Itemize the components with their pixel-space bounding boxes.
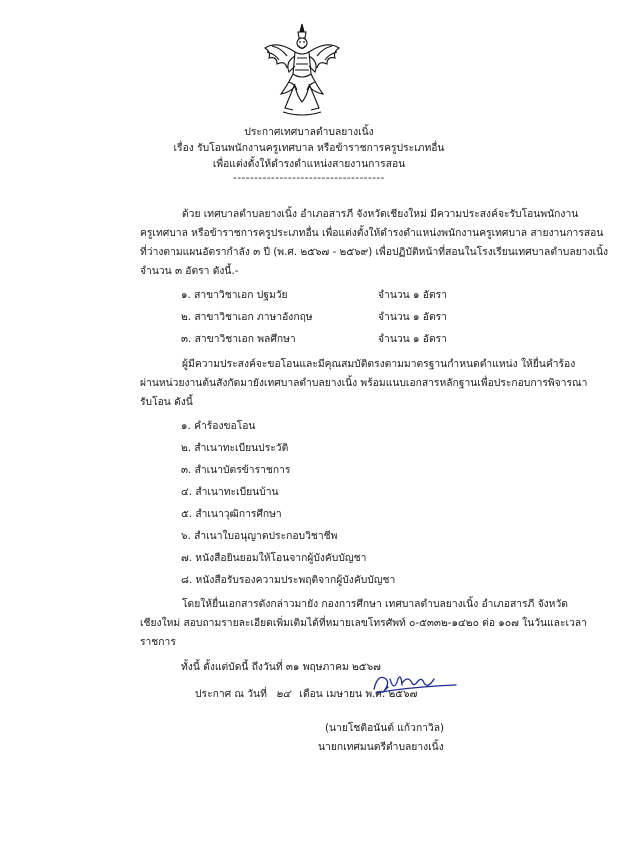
application-line-1: ผู้มีความประสงค์จะขอโอนและมีคุณสมบัติตรงตามมาตรฐานกำหนดตำแหน่ง ให้ยื่นคำร้อง <box>182 358 576 370</box>
document-item: ๑. คำร้องขอโอน <box>181 420 256 432</box>
announcement-period: ทั้งนี้ ตั้งแต่บัดนี้ ถึงวันที่ ๓๑ พฤษภาคม ๒๕๖๗ <box>181 661 381 673</box>
submission-line-3: ราชการ <box>140 636 176 648</box>
signer-title: นายกเทศมนตรีตำบลยางเนิ้ง <box>318 741 444 753</box>
position-count: จำนวน ๑ อัตรา <box>378 311 447 323</box>
position-major: ๒. สาขาวิชาเอก ภาษาอังกฤษ <box>181 311 313 323</box>
date-month-year: เดือน เมษายน พ.ศ. ๒๕๖๗ <box>299 688 418 700</box>
intro-line-4: จำนวน ๓ อัตรา ดังนี้.- <box>140 265 239 277</box>
announcement-title: ประกาศเทศบาลตำบลยางเนิ้ง <box>244 126 374 138</box>
signer-name: (นายโชติอนันต์ แก้วกาวิล) <box>325 722 445 734</box>
document-item: ๘. หนังสือรับรองความประพฤติจากผู้บังคับบัญชา <box>181 574 396 586</box>
application-line-3: รับโอน ดังนี้ <box>140 396 193 408</box>
intro-line-3: ที่ว่างตามแผนอัตรากำลัง ๓ ปี (พ.ศ. ๒๕๖๗ - ๒๕๖๙) เพื่อปฏิบัติหน้าที่สอนในโรงเรียนเทศบาลตำบลยางเนิ้ง <box>140 246 609 258</box>
signature-icon <box>368 665 458 701</box>
submission-line-1: โดยให้ยื่นเอกสารดังกล่าวมายัง กองการศึกษา เทศบาลตำบลยางเนิ้ง อำเภอสารภี จังหวัด <box>182 598 568 610</box>
application-line-2: ผ่านหน่วยงานต้นสังกัดมายังเทศบาลตำบลยางเนิ้ง พร้อมแนบเอกสารหลักฐานเพื่อประกอบการพิจารณา <box>140 377 588 389</box>
submission-line-2: เชียงใหม่ สอบถามรายละเอียดเพิ่มเติมได้ที่หมายเลขโทรศัพท์ ๐-๕๓๓๒-๑๔๒๐ ต่อ ๑๐๗ ในวันและเวลา <box>140 617 587 629</box>
announcement-subject: เรื่อง รับโอนพนักงานครูเทศบาล หรือข้าราชการครูประเภทอื่น <box>173 142 445 154</box>
date-day: ๒๔ <box>275 688 291 700</box>
document-item: ๒. สำเนาทะเบียนประวัติ <box>181 442 289 454</box>
intro-line-2: ครูเทศบาล หรือข้าราชการครูประเภทอื่น เพื่อแต่งตั้งให้ดำรงตำแหน่งพนักงานครูเทศบาล สายงานการสอน <box>140 227 604 239</box>
garuda-emblem-icon <box>259 22 345 118</box>
date-prefix: ประกาศ ณ วันที่ <box>195 688 267 700</box>
position-count: จำนวน ๑ อัตรา <box>378 289 447 301</box>
document-item: ๗. หนังสือยินยอมให้โอนจากผู้บังคับบัญชา <box>181 552 367 564</box>
announcement-subject-2: เพื่อแต่งตั้งให้ดำรงตำแหน่งสายงานการสอน <box>212 158 406 170</box>
document-item: ๕. สำเนาวุฒิการศึกษา <box>181 508 282 520</box>
document-item: ๔. สำเนาทะเบียนบ้าน <box>181 486 279 498</box>
intro-line-1: ด้วย เทศบาลตำบลยางเนิ้ง อำเภอสารภี จังหวัดเชียงใหม่ มีความประสงค์จะรับโอนพนักงาน <box>182 208 579 220</box>
document-item: ๖. สำเนาใบอนุญาตประกอบวิชาชีพ <box>181 530 338 542</box>
document-item: ๓. สำเนาบัตรข้าราชการ <box>181 464 291 476</box>
position-major: ๑. สาขาวิชาเอก ปฐมวัย <box>181 289 288 301</box>
header-separator: ------------------------------------ <box>233 172 385 184</box>
position-count: จำนวน ๑ อัตรา <box>378 333 447 345</box>
position-major: ๓. สาขาวิชาเอก พลศึกษา <box>181 333 296 345</box>
